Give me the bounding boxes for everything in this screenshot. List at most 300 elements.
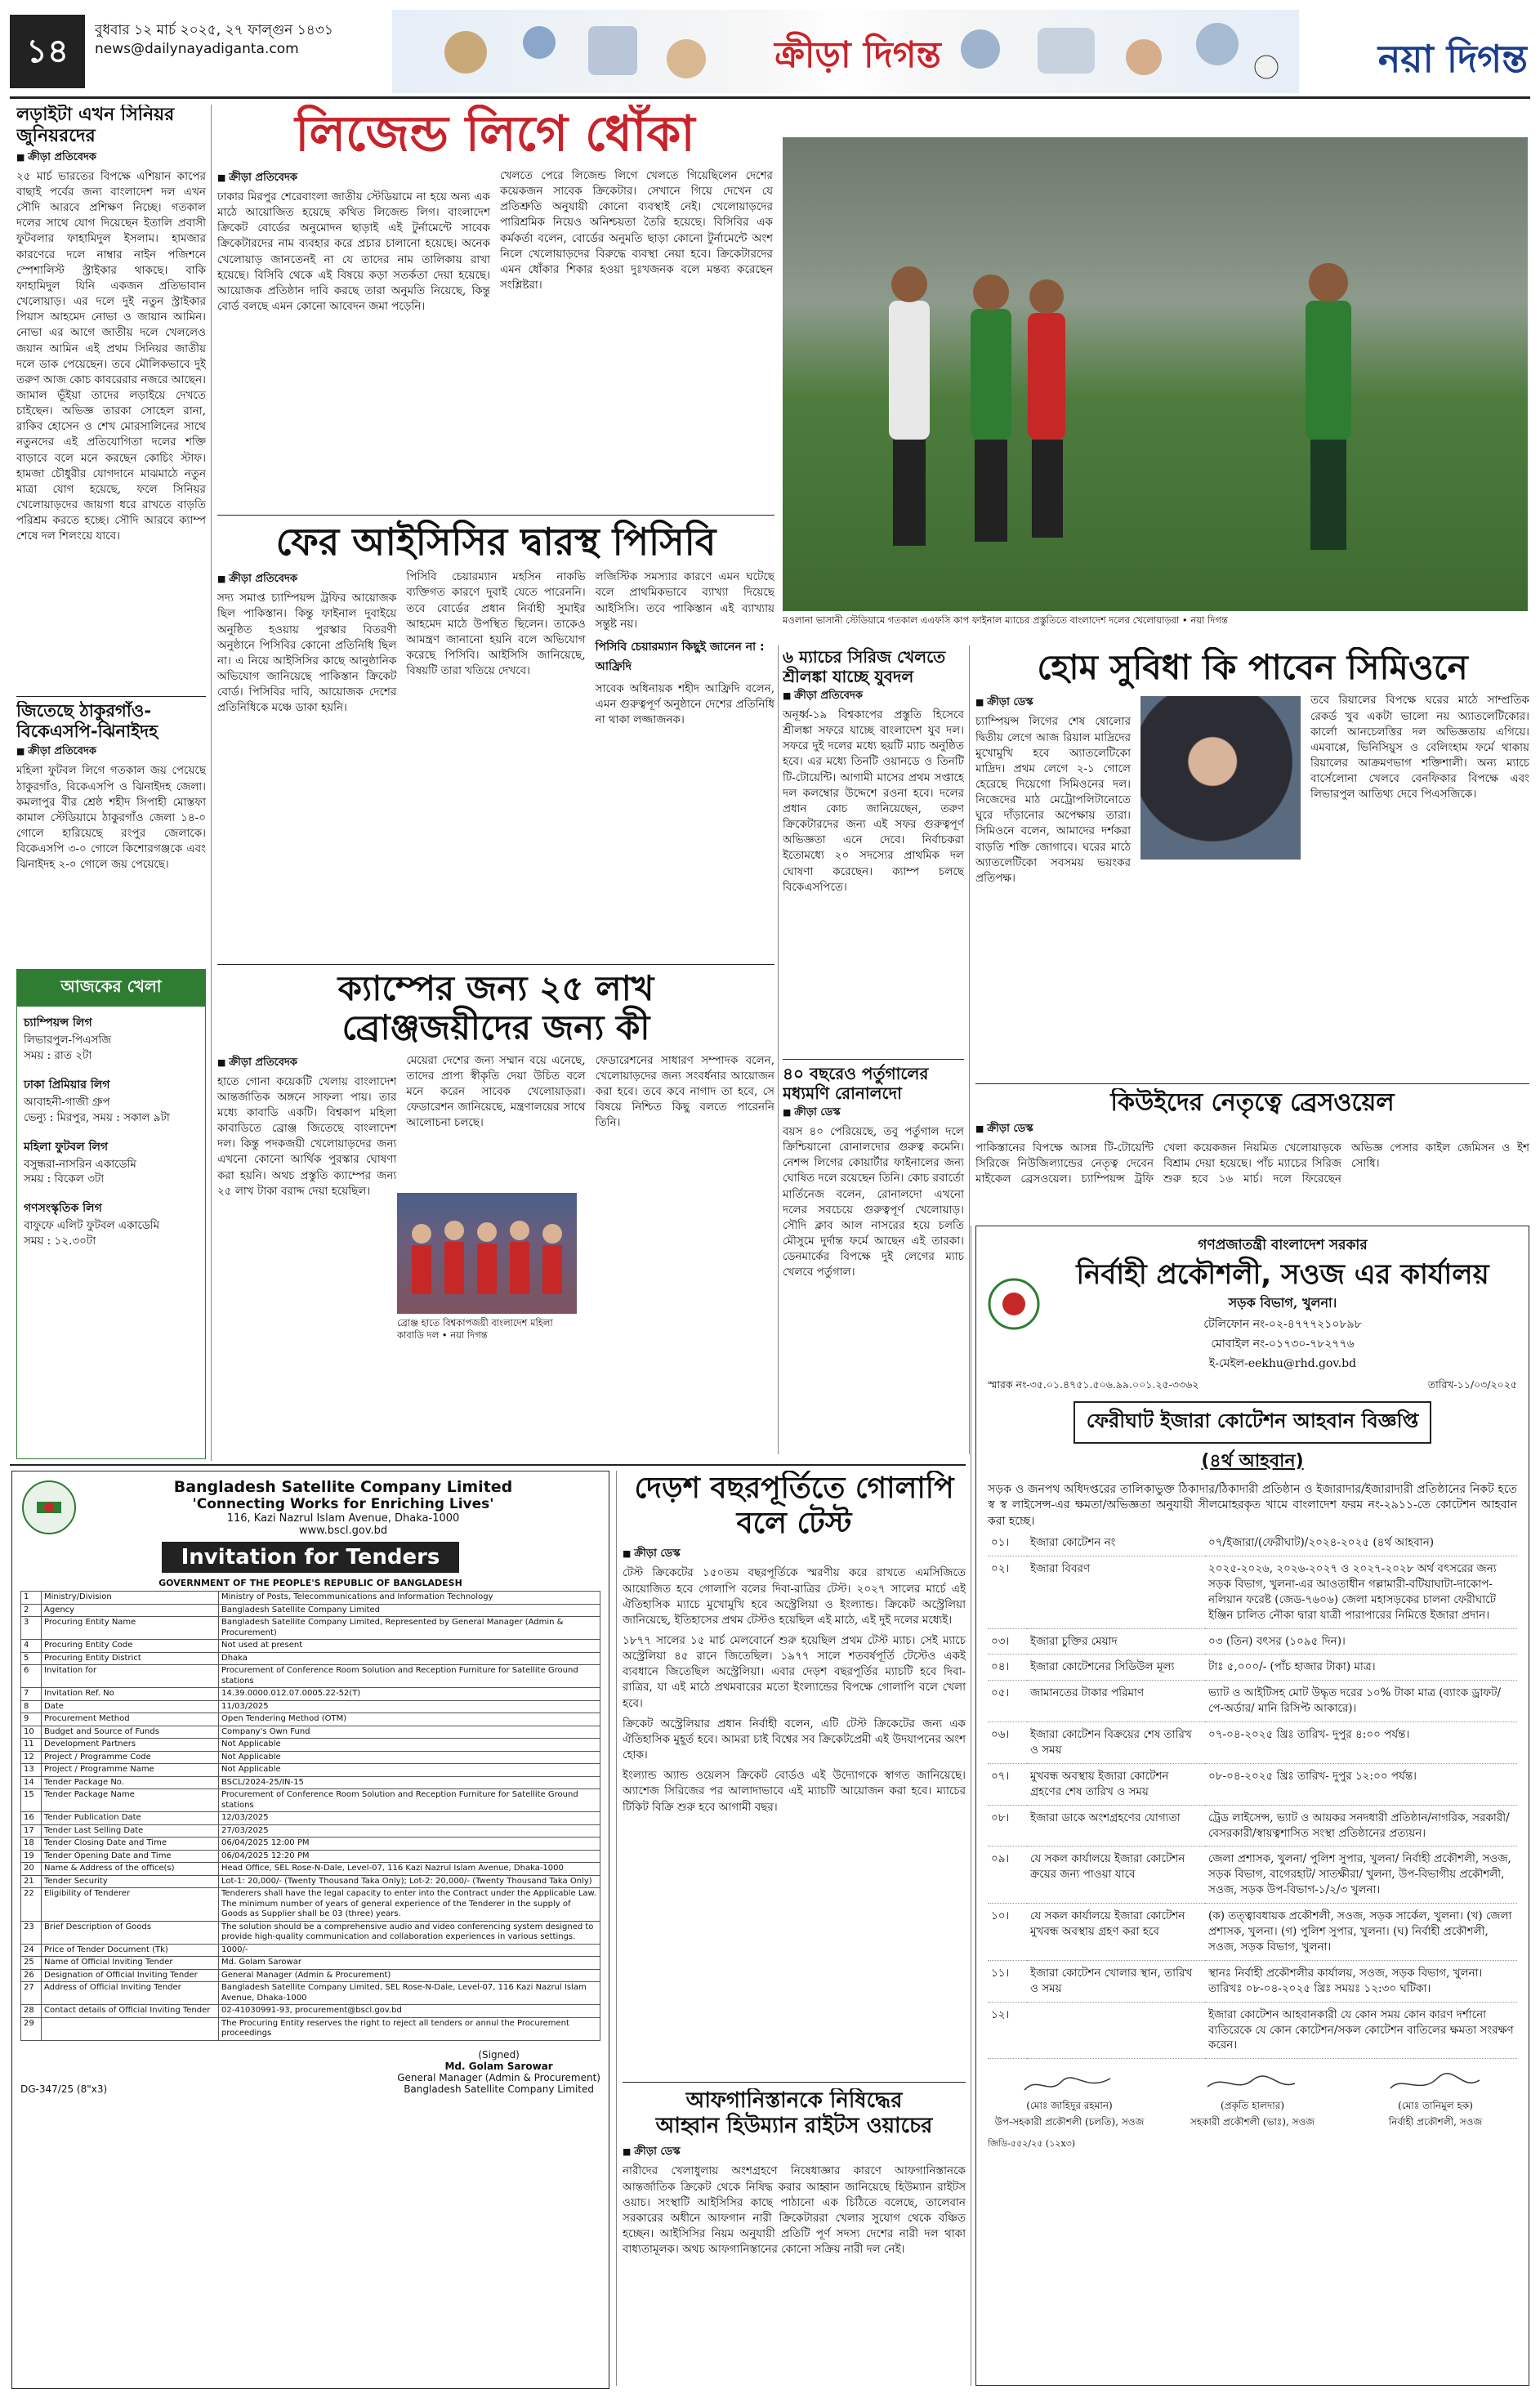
game-event: মহিলা ফুটবল লিগ xyxy=(24,1140,109,1154)
bsc-row-label: Procuring Entity Name xyxy=(42,1617,219,1640)
pcb-byline: ■ ক্রীড়া প্রতিবেদক xyxy=(217,571,396,588)
pcb-headline: ফের আইসিসির দ্বারস্থ পিসিবি xyxy=(275,520,716,564)
tender-item-value: টাঃ ৫,০০০/- (পাঁচ হাজার টাকা) মাত্র। xyxy=(1205,1654,1517,1681)
rhd-phone: টেলিফোন নং-০২-৪৭৭৭২১০৮৯৮ xyxy=(1203,1317,1362,1331)
bsc-table-row xyxy=(21,1812,600,1825)
bsc-row-value: Not Applicable xyxy=(219,1751,600,1764)
bsc-table-row xyxy=(21,1688,600,1701)
tender-item-label: জামানতের টাকার পরিমাণ xyxy=(1027,1681,1205,1722)
legends-story xyxy=(217,105,773,513)
bsc-row-label: Agency xyxy=(42,1604,219,1617)
bsc-row-no: 13 xyxy=(21,1764,42,1777)
tender-item-no: ১০। xyxy=(988,1904,1027,1961)
bsc-row-value: 1000/- xyxy=(219,1944,600,1957)
bsc-row-value: The solution should be a comprehensive audio and video conferencing system designed to provide high-quality communication and collaboration experiences in various settings. xyxy=(219,1921,600,1944)
rhd-mobile: মোবাইল নং-০১৭৩০-৭৮২৭৭৬ xyxy=(1211,1337,1355,1351)
bsc-row-value: 11/03/2025 xyxy=(219,1700,600,1713)
bsc-table-row xyxy=(21,1863,600,1876)
tender-item-no: ০৫। xyxy=(988,1681,1027,1722)
kabaddi-team-photo xyxy=(397,1193,577,1314)
bsc-row-no: 6 xyxy=(21,1665,42,1688)
bsc-row-label xyxy=(42,2017,219,2040)
bsc-row-no: 2 xyxy=(21,1604,42,1617)
game-item xyxy=(24,1075,199,1126)
bsc-signer-title: General Manager (Admin & Procurement) xyxy=(397,2071,600,2083)
game-time: সময় : বিকেল ৩টা xyxy=(24,1172,105,1186)
bsc-table-row xyxy=(21,1969,600,1982)
tender-item-no: ০৬। xyxy=(988,1722,1027,1764)
brand-logo: নয়া দিগন্ত xyxy=(1377,37,1528,81)
bsc-row-no: 10 xyxy=(21,1726,42,1739)
tender-item-no: ১১। xyxy=(988,1960,1027,2002)
cricket-team-photo xyxy=(783,137,1528,611)
today-games-title: আজকের খেলা xyxy=(17,970,205,1007)
rhd-sig2-name: (প্রকৃতি হালদার) xyxy=(1220,2100,1285,2112)
bsc-row-no: 23 xyxy=(21,1921,42,1944)
kabaddi-body-c: ফেডারেশনের সাধারণ সম্পাদক বলেন, খেলোয়াড়দের জন্য সংবর্ধনার আয়োজন করা হবে। তবে কবে নাগাদ তা হবে, সে বিষয়ে নিশ্চিত কিছু বলতে পারেননি তিনি। xyxy=(595,1053,774,1130)
tender-item-row xyxy=(988,1628,1517,1654)
bsc-table-row xyxy=(21,1944,600,1957)
tender-item-label: মুখবন্ধ অবস্থায় ইজারা কোটেশন গ্রহণের শেষ তারিখ ও সময় xyxy=(1027,1763,1205,1805)
rhd-items-table xyxy=(988,1530,1517,2059)
bsc-row-value: Not used at present xyxy=(219,1640,600,1653)
bsc-row-no: 16 xyxy=(21,1812,42,1825)
bsc-table-row xyxy=(21,1713,600,1726)
ronaldo-headline: ৪০ বছরেও পর্তুগালের মধ্যমণি রোনালদো xyxy=(783,1064,929,1103)
bsc-row-label: Invitation for xyxy=(42,1665,219,1688)
bsc-table-row xyxy=(21,1617,600,1640)
bracewell-headline: কিউইদের নেতৃত্বে ব্রেসওয়েল xyxy=(1110,1088,1395,1117)
tender-item-label: ইজারা কোটেশন বিক্রয়ের শেষ তারিখ ও সময় xyxy=(1027,1722,1205,1764)
bsc-row-value: Tenderers shall have the legal capacity to enter into the Contract under the Applicable Law. The minimum number of years of general experience of the Tenderer in the supply of Goods as Supplier shall be 03 (three) years. xyxy=(219,1888,600,1922)
bsc-table-row xyxy=(21,1888,600,1922)
pcb-body-a: সদ্য সমাপ্ত চ্যাম্পিয়ন্স ট্রফির আয়োজক ছিল পাকিস্তান। কিন্তু ফাইনাল দুবাইয়ে অনুষ্ঠিত হওয়ায় পুরস্কার বিতরণী অনুষ্ঠানে পিসিবির কোনো প্রতিনিধি ছিল না। এ নিয়ে আইসিসির কাছে আনুষ্ঠানিক অভিযোগ জানিয়েছে পাকিস্তান ক্রিকেট বোর্ড। পিসিবির দাবি, আয়োজক দেশের প্রতিনিধিকে মঞ্চে ডাকা হয়নি। xyxy=(217,592,397,715)
bsc-tender-table xyxy=(20,1591,600,2041)
signature-icon xyxy=(1020,2072,1118,2097)
bsc-table-row xyxy=(21,1789,600,1812)
bsc-row-label: Tender Publication Date xyxy=(42,1812,219,1825)
test-headline-2: বলে টেস্ট xyxy=(736,1507,852,1541)
rhd-sig3-name: (মোঃ তানিমুল হক) xyxy=(1398,2100,1473,2112)
sri-lanka-body: অনূর্ধ্ব-১৯ বিশ্বকাপের প্রস্তুতি হিসেবে শ্রীলঙ্কা সফরে যাচ্ছে বাংলাদেশ যুব দল। সফরে দুই দলের মধ্যে ছয়টি ম্যাচ অনুষ্ঠিত হবে। এর মধ্যে তিনটি ওয়ানডে ও তিনটি টি-টোয়েন্টি। আগামী মাসের প্রথম সপ্তাহে দল কলম্বোর উদ্দেশে রওনা হবে। দলের প্রধান কোচ জানিয়েছেন, তরুণ ক্রিকেটারদের জন্য এই সফর গুরুত্বপূর্ণ অভিজ্ঞতা এনে দেবে। নির্বাচকরা ইতোমধ্যে ২০ সদস্যের প্রাথমিক দল ঘোষণা করেছেন। ক্যাম্প চলছে বিকেএসপিতে। xyxy=(783,708,964,894)
header-website[interactable]: news@dailynayadiganta.com xyxy=(95,41,299,57)
bsc-row-label: Contact details of Official Inviting Tender xyxy=(42,2005,219,2018)
left-story xyxy=(16,105,206,693)
kabaddi-body-b: মেয়েরা দেশের জন্য সম্মান বয়ে এনেছে, তাদের প্রাপ্য স্বীকৃতি দেয়া উচিত বলে মনে করেন সাবেক খেলোয়াড়রা। ফেডারেশন জানিয়েছে, মন্ত্রণালয়ের সাথে আলোচনা চলছে। xyxy=(406,1053,586,1130)
bsc-govt: GOVERNMENT OF THE PEOPLE'S REPUBLIC OF BANGLADESH xyxy=(158,1578,462,1588)
bsc-row-value: BSCL/2024-25/IN-15 xyxy=(219,1776,600,1789)
afghan-headline-2: আহ্বান হিউম্যান রাইটস ওয়াচের xyxy=(655,2114,933,2139)
tender-item-row xyxy=(988,1847,1517,1904)
tender-item-row xyxy=(988,1681,1517,1722)
bsc-row-value: 06/04/2025 12:00 PM xyxy=(219,1838,600,1851)
section-title: ক্রীড়া দিগন্ত xyxy=(774,34,941,76)
bsc-row-no: 25 xyxy=(21,1957,42,1970)
bsc-row-label: Tender Security xyxy=(42,1875,219,1888)
tender-item-label: ইজারা কোটেশন খোলার স্থান, তারিখ ও সময় xyxy=(1027,1960,1205,2002)
bsc-table-row xyxy=(21,1957,600,1970)
game-time: সময় : ১২.৩০টা xyxy=(24,1235,96,1248)
kabaddi-headline-2: ব্রোঞ্জজয়ীদের জন্য কী xyxy=(341,1007,650,1048)
test-story xyxy=(623,1471,966,2075)
left-story-body: ২৫ মার্চ ভারতের বিপক্ষে এশিয়ান কাপের বাছাই পর্বের জন্য বাংলাদেশ দল এখন সৌদি আরবে প্রশিক্ষণ নিচ্ছে। গতকাল দলের সাথে যোগ দিয়েছেন ইতালি প্রবাসী ফুটবলার ফাহামিদুল ইসলাম। হামজার কারণেরে দলে নাম্বার নাইন পজিশনে স্পেশালিস্ট স্ট্রাইকার থাকছে। বাকি ফাহামিদুল যিনি একজন প্রতিভাবান খেলোয়াড়। এর দলে দুই নতুন স্ট্রাইকার পিয়াস আহমেদ নোভা ও জায়ান আমিন। নোভা এর আগে জাতীয় দলে খেললেও জয়ান আমিন এই প্রথম সিনিয়র জাতীয় দলে ডাক পেয়েছেন। তবে মৌলিকভাবে দুই তরুণ আজ কোচ কাবরেরার নজরে আছেন। জামাল ভূঁইয়া তাদের লড়াইয়ে দেখতে চাইছেন। অভিজ্ঞ তারকা সোহেল রানা, রাকিব হোসেন ও শেখ মোরসালিনের সাথে নতুনদের এই প্রতিযোগিতা দলের শক্তি বাড়াবে বলে মনে করছেন কোচিং স্টাফ। হামজা চৌধুরীর যোগদানে মাঝমাঠে নতুন মাত্রা যোগ হয়েছে, ফলে সিনিয়র খেলোয়াড়দের জায়গা ধরে রাখতে বাড়তি পরিশ্রম করতে হচ্ছে। সৌদি আরবে ক্যাম্প শেষে দল শিলংয়ে যাবে। xyxy=(16,169,206,543)
test-body-b: ১৮৭৭ সালের ১৫ মার্চ মেলবোর্নে শুরু হয়েছিল প্রথম টেস্ট ম্যাচ। সেই ম্যাচে অস্ট্রেলিয়া ৪৫ রানে জিতেছিল। ১৯৭৭ সালে শতবর্ষপূর্তি টেস্টেও একই ব্যবধানে জিতেছিল অস্ট্রেলিয়া। এবার দেড়শ বছরপূর্তির ম্যাচটি হবে দিবা-রাত্রির, যা এই মাঠে প্রথমবারের মতো ইংল্যান্ডের বিপক্ষে গোলাপি বলে খেলা হবে। xyxy=(623,1634,966,1710)
tender-item-value: জেলা প্রশাসক, খুলনা/ পুলিশ সুপার, খুলনা/ নির্বাহী প্রকৌশলী, সওজ, সড়ক বিভাগ, বাগেরহাট/ সাতক্ষীরা/ খুলনা, উপ-বিভাগীয় প্রকৌশলী, সওজ, সড়ক উপ-বিভাগ-১/২/৩ খুলনা। xyxy=(1205,1847,1517,1904)
rhd-memo: স্মারক নং-৩৫.০১.৪৭৫১.৫০৬.৯৯.০০১.২৫-৩৩৬২ xyxy=(988,1378,1199,1391)
bsc-row-label: Tender Package Name xyxy=(42,1789,219,1812)
tender-item-label: যে সকল কার্যালয়ে ইজারা কোটেশন মুখবন্ধ অবস্থায় গ্রহণ করা হবে xyxy=(1027,1904,1205,1961)
bsc-row-value: 12/03/2025 xyxy=(219,1812,600,1825)
bsc-row-no: 8 xyxy=(21,1700,42,1713)
thakurgaon-headline: জিতেছে ঠাকুরগাঁও- বিকেএসপি-ঝিনাইদহ xyxy=(16,701,158,742)
column-rule xyxy=(211,105,212,1461)
simeone-byline: ■ ক্রীড়া ডেস্ক xyxy=(975,694,1131,712)
divider xyxy=(975,1083,1529,1084)
bsc-row-label: Designation of Official Inviting Tender xyxy=(42,1969,219,1982)
legends-headline: লিজেন্ড লিগে ধোঁকা xyxy=(295,105,695,163)
bsc-row-label: Development Partners xyxy=(42,1739,219,1752)
photo-caption: মওলানা ভাসানী স্টেডিয়ামে গতকাল এএফসি কাপ ফাইনাল ম্যাচের প্রস্তুতিতে বাংলাদেশ দলের খেলোয়াড়রা • নয়া দিগন্ত xyxy=(783,614,1228,626)
bracewell-body: পাকিস্তানের বিপক্ষে আসন্ন টি-টোয়েন্টি সিরিজে নিউজিল্যান্ডের নেতৃত্ব দেবেন মাইকেল ব্রেসওয়েল। চ্যাম্পিয়ন্স ট্রফি খেলা কয়েকজন নিয়মিত খেলোয়াড়কে বিশ্রাম দেয়া হয়েছে। পাঁচ ম্যাচের সিরিজ শুরু হবে ১৬ মার্চ। দলে ফিরেছেন অভিজ্ঞ পেসার কাইল জেমিসন ও ইশ সোধি। xyxy=(975,1141,1529,1186)
simeone-body-b: তবে রিয়ালের বিপক্ষে ঘরের মাঠে সাম্প্রতিক রেকর্ড খুব একটা ভালো নয় অ্যাতলেটিকোর। কার্লো আনচেলত্তির দল অভিজ্ঞতায় এগিয়ে। এমবাপ্পে, ভিনিসিয়ুস ও বেলিংহাম ফর্মে থাকায় রিয়ালের আক্রমণভাগ শক্তিশালী। অন্য ম্যাচে বার্সেলোনা খেলবে বেনফিকার বিপক্ষে এবং লিভারপুল আতিথ্য দেবে পিএসজিকে। xyxy=(1310,694,1529,802)
bsc-signer-org: Bangladesh Satellite Company Limited xyxy=(404,2083,594,2095)
rhd-intro: সড়ক ও জনপথ অধিদপ্তরের তালিকাভুক্ত ঠিকাদার/ঠিকাদারী প্রতিষ্ঠান ও ইজারাদার/ইজারাদারী প্রতিষ্ঠানের নিকট হতে স্ব স্ব লাইসেন্স-এর ক্ষমতা/অভিজ্ঞতা অনুযায়ী সীলমোহরকৃত খামে বাংলাদেশ ফরম নং-২৯১১-তে কোটেশন আহবান করা হচ্ছে। xyxy=(988,1482,1517,1529)
bsc-table-row xyxy=(21,1751,600,1764)
test-body-a: টেস্ট ক্রিকেটের ১৫০তম বছরপূর্তিকে স্মরণীয় করে রাখতে এমসিজিতে আয়োজিত হবে গোলাপি বলের দিবা-রাত্রির টেস্ট। ২০২৭ সালের মার্চে এই ঐতিহাসিক ম্যাচে মুখোমুখি হবে অস্ট্রেলিয়া ও ইংল্যান্ড। ক্রিকেট অস্ট্রেলিয়া জানিয়েছে, ইতিহাসের প্রথম টেস্টও হয়েছিল এই মাঠে, এই দুই দলের মধ্যেই। xyxy=(623,1566,966,1627)
divider xyxy=(16,696,206,697)
bsc-row-no: 4 xyxy=(21,1640,42,1653)
bsc-row-label: Procuring Entity District xyxy=(42,1652,219,1665)
tender-item-label: ইজারা ডাকে অংশগ্রহণের যোগ্যতা xyxy=(1027,1805,1205,1847)
tender-item-row xyxy=(988,1654,1517,1681)
signature-icon xyxy=(1386,2072,1484,2097)
bsc-row-value: Bangladesh Satellite Company Limited, SEL Rose-N-Dale, Level-07, 116 Kazi Nazrul Islam Avenue, Dhaka-1000 xyxy=(219,1982,600,2005)
bracewell-byline: ■ ক্রীড়া ডেস্ক xyxy=(975,1121,1529,1138)
simeone-story xyxy=(975,647,1529,1080)
rhd-round: (৪র্থ আহবান) xyxy=(1201,1450,1304,1471)
bsc-row-no: 14 xyxy=(21,1776,42,1789)
divider xyxy=(783,1059,964,1060)
bsc-signer: Md. Golam Sarowar xyxy=(444,2060,553,2072)
bsc-table-row xyxy=(21,1875,600,1888)
game-item xyxy=(24,1013,199,1064)
tender-item-value: (ক) তত্ত্বাবধায়ক প্রকৌশলী, সওজ, সড়ক সার্কেল, খুলনা। (খ) জেলা প্রশাসক, খুলনা। (গ) পুলিশ সুপার, খুলনা। (ঘ) নির্বাহী প্রকৌশলী, সওজ, সড়ক বিভাগ, খুলনা। xyxy=(1205,1904,1517,1961)
bsc-row-label: Date xyxy=(42,1700,219,1713)
tender-item-row xyxy=(988,1805,1517,1847)
tender-item-label: যে সকল কার্যালয়ে ইজারা কোটেশন ক্রয়ের জন্য পাওয়া যাবে xyxy=(1027,1847,1205,1904)
ronaldo-story xyxy=(783,1064,964,1459)
bsc-table-row xyxy=(21,1824,600,1838)
bsc-row-label: Tender Package No. xyxy=(42,1776,219,1789)
tender-item-row xyxy=(988,1530,1517,1556)
bsc-company: Bangladesh Satellite Company Limited xyxy=(173,1478,513,1496)
rhd-sig3-title: নির্বাহী প্রকৌশলী, সওজ xyxy=(1388,2116,1483,2128)
bsc-row-value: The Procuring Entity reserves the right to reject all tenders or annul the Procurement proceedings xyxy=(219,2017,600,2040)
bsc-table-row xyxy=(21,1604,600,1617)
bsc-row-no: 17 xyxy=(21,1824,42,1838)
bsc-row-value: 02-41030991-93, procurement@bscl.gov.bd xyxy=(219,2005,600,2018)
tender-item-label: ইজারা কোটেশনের সিডিউল মূল্য xyxy=(1027,1654,1205,1681)
game-detail: বাফুফে এলিট ফুটবল একাডেমি xyxy=(24,1219,160,1233)
bsc-row-no: 9 xyxy=(21,1713,42,1726)
bsc-row-value: Md. Golam Sarowar xyxy=(219,1957,600,1970)
today-games-box xyxy=(16,969,206,1459)
bsc-row-no: 28 xyxy=(21,2005,42,2018)
bsc-row-no: 24 xyxy=(21,1944,42,1957)
tender-item-no: ০২। xyxy=(988,1556,1027,1629)
thakurgaon-body: মহিলা ফুটবল লিগে গতকাল জয় পেয়েছে ঠাকুরগাঁও, বিকেএসপি ও ঝিনাইদহ জেলা। কমলাপুর বীর শ্রেষ্ঠ শহীদ সিপাহী মোস্তফা কামাল স্টেডিয়ামে ঠাকুরগাঁও জেলা ১৪-০ গোলে হারিয়েছে রংপুর জেলাকে। বিকেএসপি ৩-০ গোলে কিশোরগঞ্জকে এবং ঝিনাইদহ ২-০ গোলে জয় পেয়েছে। xyxy=(16,764,206,872)
game-detail: বসুন্ধরা-নাসরিন একাডেমি xyxy=(24,1157,136,1171)
tender-item-value: স্থানঃ নির্বাহী প্রকৌশলীর কার্যালয়, সওজ, সড়ক বিভাগ, খুলনা। তারিখঃ ০৮-০৪-২০২৫ খ্রিঃ সময়ঃ ১২:৩০ ঘটিকা। xyxy=(1205,1960,1517,2002)
bsc-row-value: Open Tendering Method (OTM) xyxy=(219,1713,600,1726)
bsc-table-row xyxy=(21,1982,600,2005)
bsc-row-value: Bangladesh Satellite Company Limited, Represented by General Manager (Admin & Procurement) xyxy=(219,1617,600,1640)
test-headline-1: দেড়শ বছরপূর্তিতে গোলাপি xyxy=(634,1471,954,1505)
bsc-row-label: Name & Address of the office(s) xyxy=(42,1863,219,1876)
bsc-row-no: 29 xyxy=(21,2017,42,2040)
bsc-table-row xyxy=(21,1838,600,1851)
bsc-row-value: Bangladesh Satellite Company Limited xyxy=(219,1604,600,1617)
rhd-title: নির্বাহী প্রকৌশলী, সওজ এর কার্যালয় xyxy=(1076,1258,1489,1291)
column-rule xyxy=(969,645,970,1454)
bsc-row-no: 27 xyxy=(21,1982,42,2005)
bsc-row-value: Lot-1: 20,000/- (Twenty Thousand Taka Only); Lot-2: 20,000/- (Twenty Thousand Taka Only) xyxy=(219,1875,600,1888)
bsc-row-label: Budget and Source of Funds xyxy=(42,1726,219,1739)
pcb-subhead: পিসিবি চেয়ারম্যান কিছুই জানেন না : আফ্রিদি xyxy=(595,640,765,673)
bsc-row-no: 22 xyxy=(21,1888,42,1922)
kabaddi-body-a: হাতে গোনা কয়েকটি খেলায় বাংলাদেশ আন্তর্জাতিক অঙ্গনে সাফল্য পায়। তার মধ্যে কাবাডি একটি। বিশ্বকাপ মহিলা কাবাডিতে ব্রোঞ্জ জিতেছে বাংলাদেশ দল। কিন্তু পদকজয়ী খেলোয়াড়দের জন্য এখনো কোনো আর্থিক পুরস্কার ঘোষণা করা হয়নি। অথচ প্রস্তুতি ক্যাম্পের জন্য ২৫ লাখ টাকা বরাদ্দ দেয়া হয়েছিল। xyxy=(217,1074,397,1198)
test-body-c: ক্রিকেট অস্ট্রেলিয়ার প্রধান নির্বাহী বলেন, এটি টেস্ট ক্রিকেটের জন্য এক ঐতিহাসিক মুহূর্ত হবে। আমরা চাই বিশ্বের সব ক্রিকেটপ্রেমী এই উদযাপনের অংশ হোক। xyxy=(623,1717,966,1762)
bsc-row-value: Head Office, SEL Rose-N-Dale, Level-07, 116 Kazi Nazrul Islam Avenue, Dhaka-1000 xyxy=(219,1863,600,1876)
bsc-row-label: Project / Programme Name xyxy=(42,1764,219,1777)
bsc-title: Invitation for Tenders xyxy=(162,1542,460,1573)
divider xyxy=(217,515,774,516)
rhd-sig2-title: সহকারী প্রকৌশলী (ভাঃ), সওজ xyxy=(1190,2116,1315,2128)
bsc-table-row xyxy=(21,1665,600,1688)
bsc-table-row xyxy=(21,1640,600,1653)
bsc-row-value: 14.39.0000.012.07.0005.22-52(T) xyxy=(219,1688,600,1701)
tender-item-value: ০৭-০৪-২০২৫ খ্রিঃ তারিখ- দুপুর ৪:০০ পর্যন্ত। xyxy=(1205,1722,1517,1764)
tender-item-row xyxy=(988,1556,1517,1629)
bsc-row-label: Ministry/Division xyxy=(42,1592,219,1605)
kabaddi-headline-1: ক্যাম্পের জন্য ২৫ লাখ xyxy=(337,969,654,1008)
ronaldo-body: বয়স ৪০ পেরিয়েছে, তবু পর্তুগাল দলে ক্রিশ্চিয়ানো রোনালদোর গুরুত্ব কমেনি। নেশন্স লিগের কোয়ার্টার ফাইনালের জন্য ঘোষিত দলে রয়েছেন তিনি। কোচ রবার্তো মার্তিনেজ বলেন, রোনালদো এখনো দলের সবচেয়ে গুরুত্বপূর্ণ খেলোয়াড়। সৌদি ক্লাব আল নাসরের হয়ে চলতি মৌসুমে দুর্দান্ত ফর্মে আছেন এই তারকা। ডেনমার্কের বিপক্ষে দুই লেগের ম্যাচ খেলবে পর্তুগাল। xyxy=(783,1125,964,1279)
bsc-row-label: Tender Opening Date and Time xyxy=(42,1850,219,1863)
rhd-office: সড়ক বিভাগ, খুলনা। xyxy=(1228,1294,1337,1311)
bsc-table-row xyxy=(21,2017,600,2040)
bsc-row-no: 21 xyxy=(21,1875,42,1888)
afghan-byline: ■ ক্রীড়া ডেস্ক xyxy=(623,2144,966,2161)
bsc-table-row xyxy=(21,1592,600,1605)
bsc-website[interactable]: www.bscl.gov.bd xyxy=(298,1525,388,1537)
pcb-body-d: সাবেক অধিনায়ক শহীদ আফ্রিদি বলেন, এমন গুরুত্বপূর্ণ অনুষ্ঠানে দেশের প্রতিনিধি না থাকা লজ্জাজনক। xyxy=(595,681,774,727)
bsc-row-no: 20 xyxy=(21,1863,42,1876)
tender-item-no: ০৪। xyxy=(988,1654,1027,1681)
tender-item-no: ০৩। xyxy=(988,1628,1027,1654)
page-number: ১৪ xyxy=(10,15,85,88)
sri-lanka-headline: ৬ ম্যাচের সিরিজ খেলতে শ্রীলঙ্কা যাচ্ছে যুবদল xyxy=(783,647,946,686)
kabaddi-caption: ব্রোঞ্জ হাতে বিশ্বকাপজয়ী বাংলাদেশ মহিলা কাবাডি দল • নয়া দিগন্ত xyxy=(397,1317,553,1341)
rhd-date: তারিখ-১১/০৩/২০২৫ xyxy=(1427,1378,1517,1391)
bsc-table-row xyxy=(21,2005,600,2018)
divider xyxy=(10,1464,966,1466)
game-event: চ্যাম্পিয়ন্স লিগ xyxy=(24,1016,92,1029)
bsc-row-no: 26 xyxy=(21,1969,42,1982)
game-item xyxy=(24,1199,199,1249)
legends-body-b: খেলতে পেরে লিজেন্ড লিগে খেলতে গিয়েছিলেন দেশের কয়েকজন সাবেক ক্রিকেটার। সেখানে গিয়ে দেখেন যে প্রতিশ্রুতি অনুযায়ী কোনো ব্যবস্থাই নেই। খেলোয়াড়দের পারিশ্রমিক নিয়েও অনিশ্চয়তা তৈরি হয়েছে। বিসিবির এক কর্মকর্তা বলেন, বোর্ডের অনুমতি ছাড়া কোনো টুর্নামেন্টে অংশ নিলে খেলোয়াড়দের বিরুদ্ধে ব্যবস্থা নেয়া হবে। ক্রিকেটারদের এমন ধোঁকার শিকার হওয়া দুঃখজনক বলে মন্তব্য করেছেন সংশ্লিষ্টরা। xyxy=(500,169,773,292)
bsc-row-label: Address of Official Inviting Tender xyxy=(42,1982,219,2005)
bsc-table-row xyxy=(21,1726,600,1739)
bsc-row-label: Name of Official Inviting Tender xyxy=(42,1957,219,1970)
game-item xyxy=(24,1137,199,1188)
legends-body-a: ঢাকার মিরপুর শেরেবাংলা জাতীয় স্টেডিয়ামে না হয়ে অন্য এক মাঠে আয়োজিত হয়েছে কথিত লিজেন্ড লিগ। বাংলাদেশ ক্রিকেট বোর্ডের অনুমোদন ছাড়াই এই টুর্নামেন্টে সাবেক ক্রিকেটারদের নাম ব্যবহার করে প্রচার চালানো হয়েছে। অনেক খেলোয়াড় জানতেনই না যে তাদের নাম তালিকায় রাখা হয়েছে। বিসিবি থেকে এই বিষয়ে কড়া সতর্কতা দেয়া হয়েছে। আয়োজক প্রতিষ্ঠান দাবি করছে তারা অনুমতি নিয়েছে, কিন্তু বোর্ড বলছে এমন কোনো আবেদন জমা পড়েনি। xyxy=(217,190,490,314)
bsc-address: 116, Kazi Nazrul Islam Avenue, Dhaka-1000 xyxy=(226,1512,460,1525)
rhd-gd: জিডি-৫৫২/২৫ (১২x৩) xyxy=(988,2138,1076,2150)
afghan-headline-1: আফগানিস্তানকে নিষিদ্ধের xyxy=(685,2088,903,2113)
column-rule xyxy=(778,645,779,1454)
rhd-email[interactable]: ই-মেইল-eekhu@rhd.gov.bd xyxy=(1208,1356,1357,1370)
tender-item-no: ১২। xyxy=(988,2002,1027,2059)
pcb-story xyxy=(217,520,774,961)
tender-item-no: ০৯। xyxy=(988,1847,1027,1904)
thakurgaon-byline: ■ ক্রীড়া প্রতিবেদক xyxy=(16,744,206,761)
tender-item-label xyxy=(1027,2002,1205,2059)
bsc-row-no: 3 xyxy=(21,1617,42,1640)
tender-item-value: ট্রেড লাইসেন্স, ভ্যাট ও আয়কর সনদধারী প্রতিষ্ঠান/নাগরিক, সরকারী/বেসরকারী/স্বায়ত্বশাসিত সংস্থা প্রতিষ্ঠানের প্রত্যয়ন। xyxy=(1205,1805,1517,1847)
tender-item-row xyxy=(988,1960,1517,2002)
afghan-story xyxy=(623,2088,966,2386)
bsc-ref-code: DG-347/25 (8"x3) xyxy=(20,2083,108,2095)
header-date: বুধবার ১২ মার্চ ২০২৫, ২৭ ফাল্গুন ১৪৩১ xyxy=(95,22,333,38)
sri-lanka-story xyxy=(783,647,964,1056)
bsc-table-row xyxy=(21,1739,600,1752)
bsc-row-label: Procuring Entity Code xyxy=(42,1640,219,1653)
bsc-row-no: 7 xyxy=(21,1688,42,1701)
bsc-table-row xyxy=(21,1921,600,1944)
simeone-body-a: চ্যাম্পিয়ন্স লিগের শেষ ষোলোর দ্বিতীয় লেগে আজ রিয়াল মাদ্রিদের মুখোমুখি হবে অ্যাতলেটিকো মাদ্রিদ। প্রথম লেগে ২-১ গোলে হেরেছে দিয়েগো সিমিওনের দল। নিজেদের মাঠ মেট্রোপলিটানোতে ঘুরে দাঁড়ানোর অপেক্ষায় তারা। সিমিওনে বলেন, আমাদের দর্শকরা বাড়তি শক্তি জোগাবে। ঘরের মাঠে অ্যাতলেটিকো সবসময় ভয়ংকর প্রতিপক্ষ। xyxy=(975,715,1131,885)
tender-item-value: ইজারা কোটেশন আহবানকারী যে কোন সময় কোন কারণ দর্শানো ব্যতিরেকে যে কোন কোটেশন/সকল কোটেশন বাতিলের ক্ষমতা সংরক্ষণ করেন। xyxy=(1205,2002,1517,2059)
bsc-row-value: Procurement of Conference Room Solution and Reception Furniture for Satellite Ground stations xyxy=(219,1665,600,1688)
bsc-row-value: Dhaka xyxy=(219,1652,600,1665)
tender-item-label: ইজারা চুক্তির মেয়াদ xyxy=(1027,1628,1205,1654)
game-event: ঢাকা প্রিমিয়ার লিগ xyxy=(24,1078,110,1092)
ronaldo-byline: ■ ক্রীড়া ডেস্ক xyxy=(783,1105,964,1122)
rhd-sig1-name: (মোঃ জাহিদুর রহমান) xyxy=(1026,2100,1113,2112)
tender-item-row xyxy=(988,1722,1517,1764)
test-body-d: ইংল্যান্ড অ্যান্ড ওয়েলস ক্রিকেট বোর্ডও এই উদ্যোগকে স্বাগত জানিয়েছে। অ্যাশেজ সিরিজের পর আলাদাভাবে এই ম্যাচটি আয়োজন করা হবে। ম্যাচের টিকিট বিক্রি শুরু হবে আগামী বছর। xyxy=(623,1769,966,1814)
kabaddi-byline: ■ ক্রীড়া প্রতিবেদক xyxy=(217,1055,396,1072)
bsc-table-row xyxy=(21,1700,600,1713)
game-time: সময় : রাত ২টা xyxy=(24,1048,92,1062)
header-rule xyxy=(10,96,1530,99)
simeone-photo xyxy=(1140,696,1301,860)
legends-byline: ■ ক্রীড়া প্রতিবেদক xyxy=(217,170,490,187)
bsc-row-value: 06/04/2025 12:20 PM xyxy=(219,1850,600,1863)
bsc-row-label: Tender Closing Date and Time xyxy=(42,1838,219,1851)
bsc-row-value: Not Applicable xyxy=(219,1764,600,1777)
rhd-tender-notice xyxy=(975,1226,1529,2386)
kabaddi-players-icon xyxy=(397,1193,577,1314)
bsc-table-row xyxy=(21,1764,600,1777)
bsc-row-value: 27/03/2025 xyxy=(219,1824,600,1838)
bsc-row-no: 18 xyxy=(21,1838,42,1851)
bsc-table-row xyxy=(21,1776,600,1789)
pcb-body-c: লজিস্টিক সমস্যার কারণে এমন ঘটেছে বলে প্রাথমিকভাবে ব্যাখ্যা দিয়েছে আইসিসি। তবে পাকিস্তান এই ব্যাখ্যায় সন্তুষ্ট নয়। xyxy=(595,570,774,631)
tender-item-label: ইজারা বিবরণ xyxy=(1027,1556,1205,1629)
game-event: গণসংস্কৃতিক লিগ xyxy=(24,1202,102,1216)
sri-lanka-byline: ■ ক্রীড়া প্রতিবেদক xyxy=(783,688,964,705)
column-rule xyxy=(616,1471,617,2386)
tender-item-value: ০৭/ইজারা/(ফেরীঘাট)/২০২৪-২০২৫ (৪র্থ আহবান) xyxy=(1205,1530,1517,1556)
bsc-row-label: Brief Description of Goods xyxy=(42,1921,219,1944)
bsc-signed: (Signed) xyxy=(478,2048,520,2061)
bsc-table-row xyxy=(21,1850,600,1863)
rhd-sig1-title: উপ-সহকারী প্রকৌশলী (চলতি), সওজ xyxy=(994,2116,1145,2128)
bsc-row-value: General Manager (Admin & Procurement) xyxy=(219,1969,600,1982)
bsc-row-value: Ministry of Posts, Telecommunications and Information Technology xyxy=(219,1592,600,1605)
bsc-table-row xyxy=(21,1652,600,1665)
bsc-row-value: Company's Own Fund xyxy=(219,1726,600,1739)
bsc-row-label: Procurement Method xyxy=(42,1713,219,1726)
bsc-row-label: Price of Tender Document (Tk) xyxy=(42,1944,219,1957)
bsc-row-label: Eligibility of Tenderer xyxy=(42,1888,219,1922)
thakurgaon-story xyxy=(16,701,206,962)
signature-icon xyxy=(1203,2072,1301,2097)
tender-item-no: ০১। xyxy=(988,1530,1027,1556)
bsc-row-no: 12 xyxy=(21,1751,42,1764)
tender-item-label: ইজারা কোটেশন নং xyxy=(1027,1530,1205,1556)
afghan-body: নারীদের খেলাধুলায় অংশগ্রহণে নিষেধাজ্ঞার কারণে আফগানিস্তানকে আন্তর্জাতিক ক্রিকেট থেকে নিষিদ্ধ করার আহ্বান জানিয়েছে হিউম্যান রাইটস ওয়াচ। সংস্থাটি আইসিসির কাছে পাঠানো এক চিঠিতে বলেছে, তালেবান সরকারের অধীনে আফগান নারী ক্রিকেটাররা খেলার সুযোগ থেকে বঞ্চিত হচ্ছেন। আইসিসির নিয়ম অনুযায়ী প্রতিটি পূর্ণ সদস্য দেশের নারী দল থাকা বাধ্যতামূলক। অথচ আফগানিস্তানের কোনো সক্রিয় নারী দল নেই। xyxy=(623,2164,966,2257)
tender-item-value: ০৮-০৪-২০২৫ খ্রিঃ তারিখ- দুপুর ১২:০০ পর্যন্ত। xyxy=(1205,1763,1517,1805)
test-byline: ■ ক্রীড়া ডেস্ক xyxy=(623,1546,966,1563)
tender-item-value: ২০২৫-২০২৬, ২০২৬-২০২৭ ও ২০২৭-২০২৮ অর্থ বৎসরের জন্য সড়ক বিভাগ, খুলনা-এর আওতাধীন গল্লামারী-বটিয়াঘাটা-দাকোপ-নলিয়ান ফরেষ্ট (জেড-৭৬০৬) জেলা মহাসড়কের চালনা ফেরীঘাটে ইঞ্জিন চালিত নৌকা দ্বারা যাত্রী পারাপারের নিমিত্তে ইজারা প্রদান। xyxy=(1205,1556,1517,1629)
bsc-row-value: Not Applicable xyxy=(219,1739,600,1752)
bsc-row-no: 5 xyxy=(21,1652,42,1665)
game-detail: আবাহনী-গাজী গ্রুপ xyxy=(24,1095,110,1109)
bsc-row-no: 15 xyxy=(21,1789,42,1812)
bsc-row-label: Tender Last Selling Date xyxy=(42,1824,219,1838)
satellite-logo-icon xyxy=(20,1479,78,1536)
rhd-notice-title: ফেরীঘাট ইজারা কোটেশন আহবান বিজ্ঞপ্তি xyxy=(1074,1401,1431,1444)
tender-item-no: ০৭। xyxy=(988,1763,1027,1805)
left-story-headline: লড়াইটা এখন সিনিয়র জুনিয়রদের xyxy=(16,105,175,147)
pcb-body-b: পিসিবি চেয়ারম্যান মহসিন নাকভি ব্যক্তিগত কারণে দুবাই যেতে পারেননি। তবে বোর্ডের প্রধান নির্বাহী সুমাইর আহমেদ মাঠে উপস্থিত ছিলেন। তাকেও আমন্ত্রণ জানানো হয়নি বলে অভিযোগ করেছে পিসিবি। আইসিসি জানিয়েছে, বিষয়টি তারা খতিয়ে দেখবে। xyxy=(406,570,586,678)
bsc-row-label: Project / Programme Code xyxy=(42,1751,219,1764)
tender-item-no: ০৮। xyxy=(988,1805,1027,1847)
rhd-govt: গণপ্রজাতন্ত্রী বাংলাদেশ সরকার xyxy=(1198,1237,1368,1253)
tender-item-row xyxy=(988,2002,1517,2059)
game-detail: লিভারপুল-পিএসজি xyxy=(24,1034,112,1047)
divider xyxy=(217,964,774,965)
bsc-row-no: 11 xyxy=(21,1739,42,1752)
tender-item-row xyxy=(988,1904,1517,1961)
game-time: ভেন্যু : মিরপুর, সময় : সকাল ৯টা xyxy=(24,1110,170,1124)
bracewell-story xyxy=(975,1088,1529,1219)
section-banner xyxy=(392,10,1299,93)
bsc-row-value: Procurement of Conference Room Solution and Reception Furniture for Satellite Ground stations xyxy=(219,1789,600,1812)
bsc-tagline: 'Connecting Works for Enriching Lives' xyxy=(192,1496,494,1512)
bsc-row-no: 19 xyxy=(21,1850,42,1863)
govt-emblem-icon xyxy=(988,1278,1040,1330)
players-figure-icon xyxy=(783,137,1528,611)
tender-item-value: ০৩ (তিন) বৎসর (১০৯৫ দিন)। xyxy=(1205,1628,1517,1654)
bsc-row-label: Invitation Ref. No xyxy=(42,1688,219,1701)
divider xyxy=(623,2082,966,2083)
bsc-tender-notice xyxy=(11,1471,609,2389)
tender-item-value: ভ্যাট ও আইটিসহ মোট উদ্ধৃত দরের ১০% টাকা মাত্র (ব্যাংক ড্রাফট/পে-অর্ডার/ মানি রিসিপ্ট আকারে)। xyxy=(1205,1681,1517,1722)
tender-item-row xyxy=(988,1763,1517,1805)
bsc-row-no: 1 xyxy=(21,1592,42,1605)
